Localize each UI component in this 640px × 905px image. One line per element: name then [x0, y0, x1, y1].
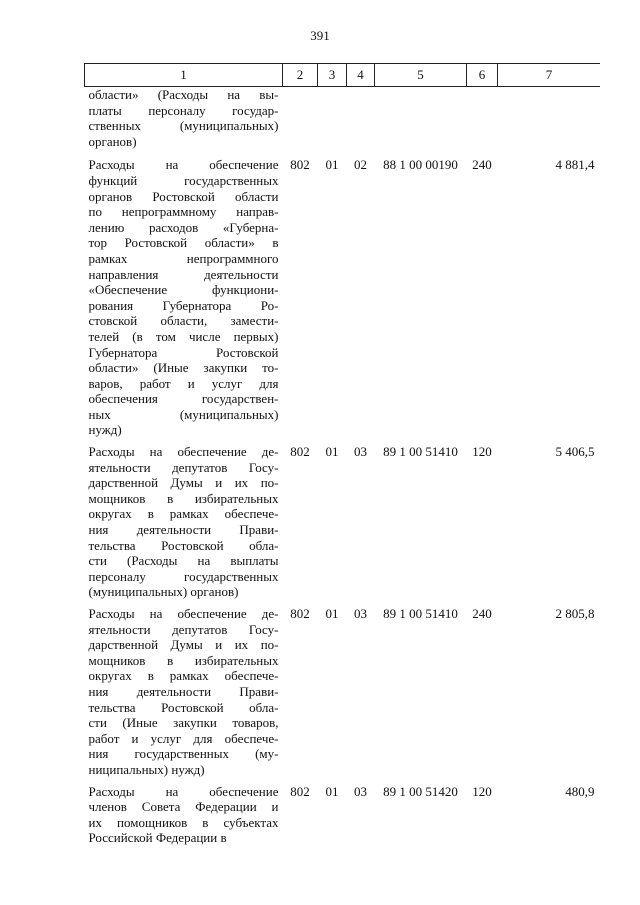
- description-line: телей (в том числе первых): [88, 328, 279, 344]
- description-line: области» (Расходы на вы-: [88, 87, 279, 102]
- row-target-article: 89 1 00 51410: [383, 444, 458, 460]
- description-line: органов): [88, 133, 137, 149]
- row-description: [85, 602, 283, 780]
- description-line: ятельности депутатов Госу-: [88, 459, 279, 475]
- description-line: нужд): [88, 422, 122, 438]
- description-line: тор Ростовской области» в: [88, 235, 279, 251]
- row-section: 01: [325, 606, 339, 621]
- description-line: Губернатора Ростовской: [88, 344, 279, 360]
- description-line: лению расходов «Губерна-: [88, 219, 279, 235]
- row-expense-type: 120: [472, 444, 492, 460]
- description-line: сти (Расходы на выплаты: [88, 553, 279, 569]
- description-line: мощников в избирательных: [88, 652, 279, 668]
- row-amount: 4 881,4: [555, 157, 595, 173]
- row-amount: 2 805,8: [555, 606, 595, 621]
- table-row: [85, 153, 601, 440]
- description-line: ятельности депутатов Госу-: [88, 621, 279, 637]
- budget-table-wrap: [84, 63, 600, 905]
- row-subsection: 02: [354, 157, 367, 173]
- description-line: дарственной Думы и их по-: [88, 637, 279, 653]
- description-line: ния деятельности Прави-: [88, 683, 279, 699]
- description-line: органов Ростовской области: [88, 188, 279, 204]
- row-description: [85, 153, 283, 440]
- row-target-article: [375, 87, 467, 154]
- description-line: округах в рамках обеспече-: [88, 506, 279, 522]
- description-line: членов Совета Федерации и: [88, 799, 279, 815]
- description-line: по непрограммному направ-: [88, 204, 279, 220]
- description-line: работ и услуг для обеспече-: [88, 730, 279, 746]
- description-line: «Обеспечение функциони-: [88, 282, 279, 298]
- description-line: Расходы на обеспечение: [88, 783, 279, 799]
- row-target-article: 89 1 00 51410: [383, 606, 458, 621]
- row-admin-code: [283, 87, 318, 154]
- table-row: [85, 440, 601, 602]
- row-section: 01: [325, 783, 339, 799]
- description-line: Расходы на обеспечение: [88, 157, 279, 173]
- row-description: [85, 780, 283, 848]
- row-section: 01: [325, 444, 339, 460]
- row-admin-code: 802: [290, 444, 310, 460]
- description-line: ных (муниципальных): [88, 406, 279, 422]
- description-line: ниципальных) нужд): [88, 761, 205, 777]
- row-expense-type: 240: [472, 606, 492, 621]
- description-line: их помощников в субъектах: [88, 814, 279, 830]
- description-line: Расходы на обеспечение де-: [88, 444, 279, 460]
- row-expense-type: 120: [472, 783, 492, 799]
- description-line: рования Губернатора Ро-: [88, 297, 279, 313]
- description-line: обеспечения государствен-: [88, 391, 279, 407]
- description-line: Российской Федерации в: [88, 830, 227, 846]
- header-col-1: 1: [85, 64, 283, 87]
- description-line: ния государственных (му-: [88, 746, 279, 762]
- description-line: ственных (муниципальных): [88, 118, 279, 134]
- row-subsection: [347, 87, 375, 154]
- row-description: [85, 87, 283, 154]
- row-target-article: 89 1 00 51420: [383, 783, 458, 799]
- header-col-7: 7: [498, 64, 601, 87]
- row-subsection: 03: [354, 783, 367, 799]
- row-target-article: 88 1 00 00190: [383, 157, 458, 173]
- description-line: рамках непрограммного: [88, 250, 279, 266]
- description-line: тельства Ростовской обла-: [88, 537, 279, 553]
- description-line: области» (Иные закупки то-: [88, 360, 279, 376]
- description-line: мощников в избирательных: [88, 490, 279, 506]
- table-header: [85, 64, 601, 87]
- description-line: сти (Иные закупки товаров,: [88, 715, 279, 731]
- row-description: [85, 440, 283, 602]
- row-expense-type: 240: [472, 157, 492, 173]
- table-row: [85, 87, 601, 154]
- description-line: ния деятельности Прави-: [88, 522, 279, 538]
- row-expense-type: [467, 87, 498, 154]
- row-subsection: 03: [354, 444, 367, 460]
- header-col-2: 2: [283, 64, 318, 87]
- description-line: (муниципальных) органов): [88, 584, 239, 600]
- description-line: функций государственных: [88, 172, 279, 188]
- budget-table: [84, 63, 600, 848]
- row-section: 01: [325, 157, 339, 173]
- table-row: [85, 780, 601, 848]
- description-line: округах в рамках обеспече-: [88, 668, 279, 684]
- row-section: [318, 87, 347, 154]
- header-col-4: 4: [347, 64, 375, 87]
- row-admin-code: 802: [290, 783, 310, 799]
- description-line: варов, работ и услуг для: [88, 375, 279, 391]
- description-line: персоналу государственных: [88, 568, 279, 584]
- description-line: дарственной Думы и их по-: [88, 475, 279, 491]
- row-subsection: 03: [354, 606, 367, 621]
- description-line: тельства Ростовской обла-: [88, 699, 279, 715]
- description-line: направления деятельности: [88, 266, 279, 282]
- row-admin-code: 802: [290, 606, 310, 621]
- header-col-6: 6: [467, 64, 498, 87]
- row-amount: 5 406,5: [555, 444, 595, 460]
- row-admin-code: 802: [290, 157, 310, 173]
- header-col-3: 3: [318, 64, 347, 87]
- header-col-5: 5: [375, 64, 467, 87]
- description-line: платы персоналу государ-: [88, 102, 279, 118]
- row-amount: 480,9: [565, 783, 595, 799]
- description-line: стовской области, замести-: [88, 313, 279, 329]
- table-row: [85, 602, 601, 780]
- page-number: 391: [310, 28, 330, 43]
- description-line: Расходы на обеспечение де-: [88, 606, 279, 621]
- row-amount: [498, 87, 601, 154]
- table-body: [85, 87, 601, 848]
